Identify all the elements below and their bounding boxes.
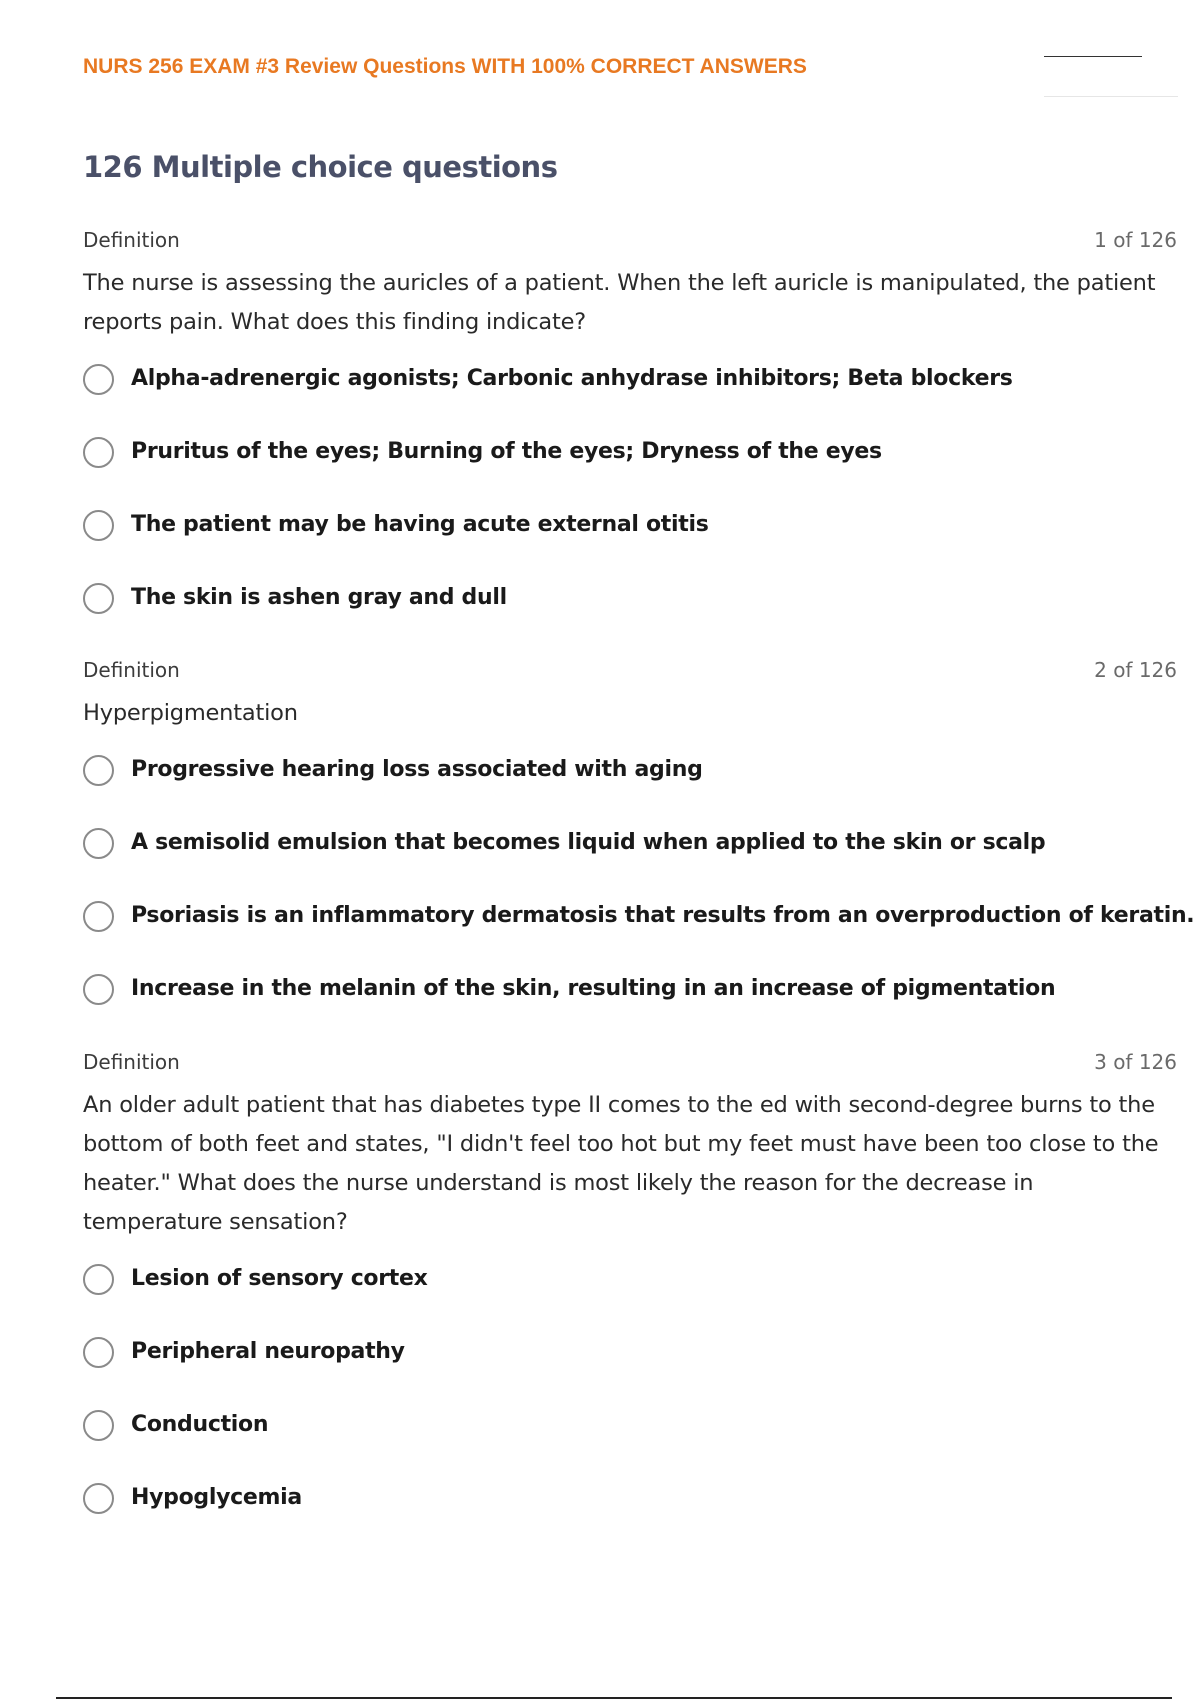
answer-option-b[interactable]: [83, 435, 1177, 508]
answer-options: [83, 753, 1195, 1045]
answer-option-label: The patient may be having acute external otitis: [131, 512, 709, 537]
answer-option-d[interactable]: [83, 1481, 1177, 1554]
header-rule-faint: [1044, 96, 1178, 97]
answer-option-label: Conduction: [131, 1412, 269, 1437]
answer-option-b[interactable]: [83, 1335, 1177, 1408]
answer-option-label: Progressive hearing loss associated with aging: [131, 757, 703, 782]
question-type-label: Definition: [83, 658, 180, 682]
answer-option-label: Increase in the melanin of the skin, resulting in an increase of pigmentation: [131, 976, 1056, 1001]
question-card-3: [83, 1050, 1177, 1554]
answer-option-label: Hypoglycemia: [131, 1485, 302, 1510]
question-type-label: Definition: [83, 228, 180, 252]
answer-option-a[interactable]: [83, 753, 1177, 826]
answer-option-label: Lesion of sensory cortex: [131, 1266, 428, 1291]
question-number: 2 of 126: [1094, 658, 1177, 682]
question-card-1: [83, 228, 1177, 654]
radio-button[interactable]: [83, 1264, 114, 1295]
answer-option-a[interactable]: [83, 1262, 1177, 1335]
answer-options: [83, 1262, 1177, 1554]
radio-button[interactable]: [83, 437, 114, 468]
question-prompt: An older adult patient that has diabetes type II comes to the ed with second-degree burns to the bottom of both feet and states, "I didn't feel too hot but my feet must have been too close to the heater." What does the nurse understand is most likely the reason for the decrease in temperature sensation?: [83, 1092, 1159, 1235]
answer-option-b[interactable]: [83, 826, 1177, 899]
answer-option-d[interactable]: [83, 972, 1177, 1045]
footer-rule: [56, 1697, 1172, 1699]
radio-button[interactable]: [83, 364, 114, 395]
answer-option-label: Peripheral neuropathy: [131, 1339, 405, 1364]
question-prompt: The nurse is assessing the auricles of a patient. When the left auricle is manipulated, the patient reports pain. What does this finding indicate?: [83, 270, 1156, 335]
answer-option-label: Alpha-adrenergic agonists; Carbonic anhydrase inhibitors; Beta blockers: [131, 366, 1013, 391]
answer-option-d[interactable]: [83, 581, 1177, 654]
question-card-2: [83, 658, 1195, 1045]
answer-options: [83, 362, 1177, 654]
radio-button[interactable]: [83, 1483, 114, 1514]
answer-option-label: A semisolid emulsion that becomes liquid when applied to the skin or scalp: [131, 830, 1046, 855]
answer-option-c[interactable]: [83, 899, 1195, 972]
answer-option-label: The skin is ashen gray and dull: [131, 585, 507, 610]
answer-option-c[interactable]: [83, 508, 1177, 581]
radio-button[interactable]: [83, 510, 114, 541]
radio-button[interactable]: [83, 1337, 114, 1368]
document-title: NURS 256 EXAM #3 Review Questions WITH 100% CORRECT ANSWERS: [83, 55, 807, 78]
question-number: 3 of 126: [1094, 1050, 1177, 1074]
answer-option-a[interactable]: [83, 362, 1177, 435]
question-meta: [83, 1050, 1177, 1078]
radio-button[interactable]: [83, 583, 114, 614]
question-meta: [83, 658, 1177, 686]
radio-button[interactable]: [83, 901, 114, 932]
question-prompt: Hyperpigmentation: [83, 700, 298, 726]
radio-button[interactable]: [83, 974, 114, 1005]
question-number: 1 of 126: [1094, 228, 1177, 252]
radio-button[interactable]: [83, 1410, 114, 1441]
question-type-label: Definition: [83, 1050, 180, 1074]
answer-option-label: Psoriasis is an inflammatory dermatosis that results from an overproduction of keratin.: [131, 903, 1195, 928]
radio-button[interactable]: [83, 755, 114, 786]
header-rule: [1044, 56, 1142, 57]
answer-option-label: Pruritus of the eyes; Burning of the eyes; Dryness of the eyes: [131, 439, 882, 464]
radio-button[interactable]: [83, 828, 114, 859]
question-count-heading: 126 Multiple choice questions: [83, 150, 558, 184]
answer-option-c[interactable]: [83, 1408, 1177, 1481]
question-meta: [83, 228, 1177, 256]
